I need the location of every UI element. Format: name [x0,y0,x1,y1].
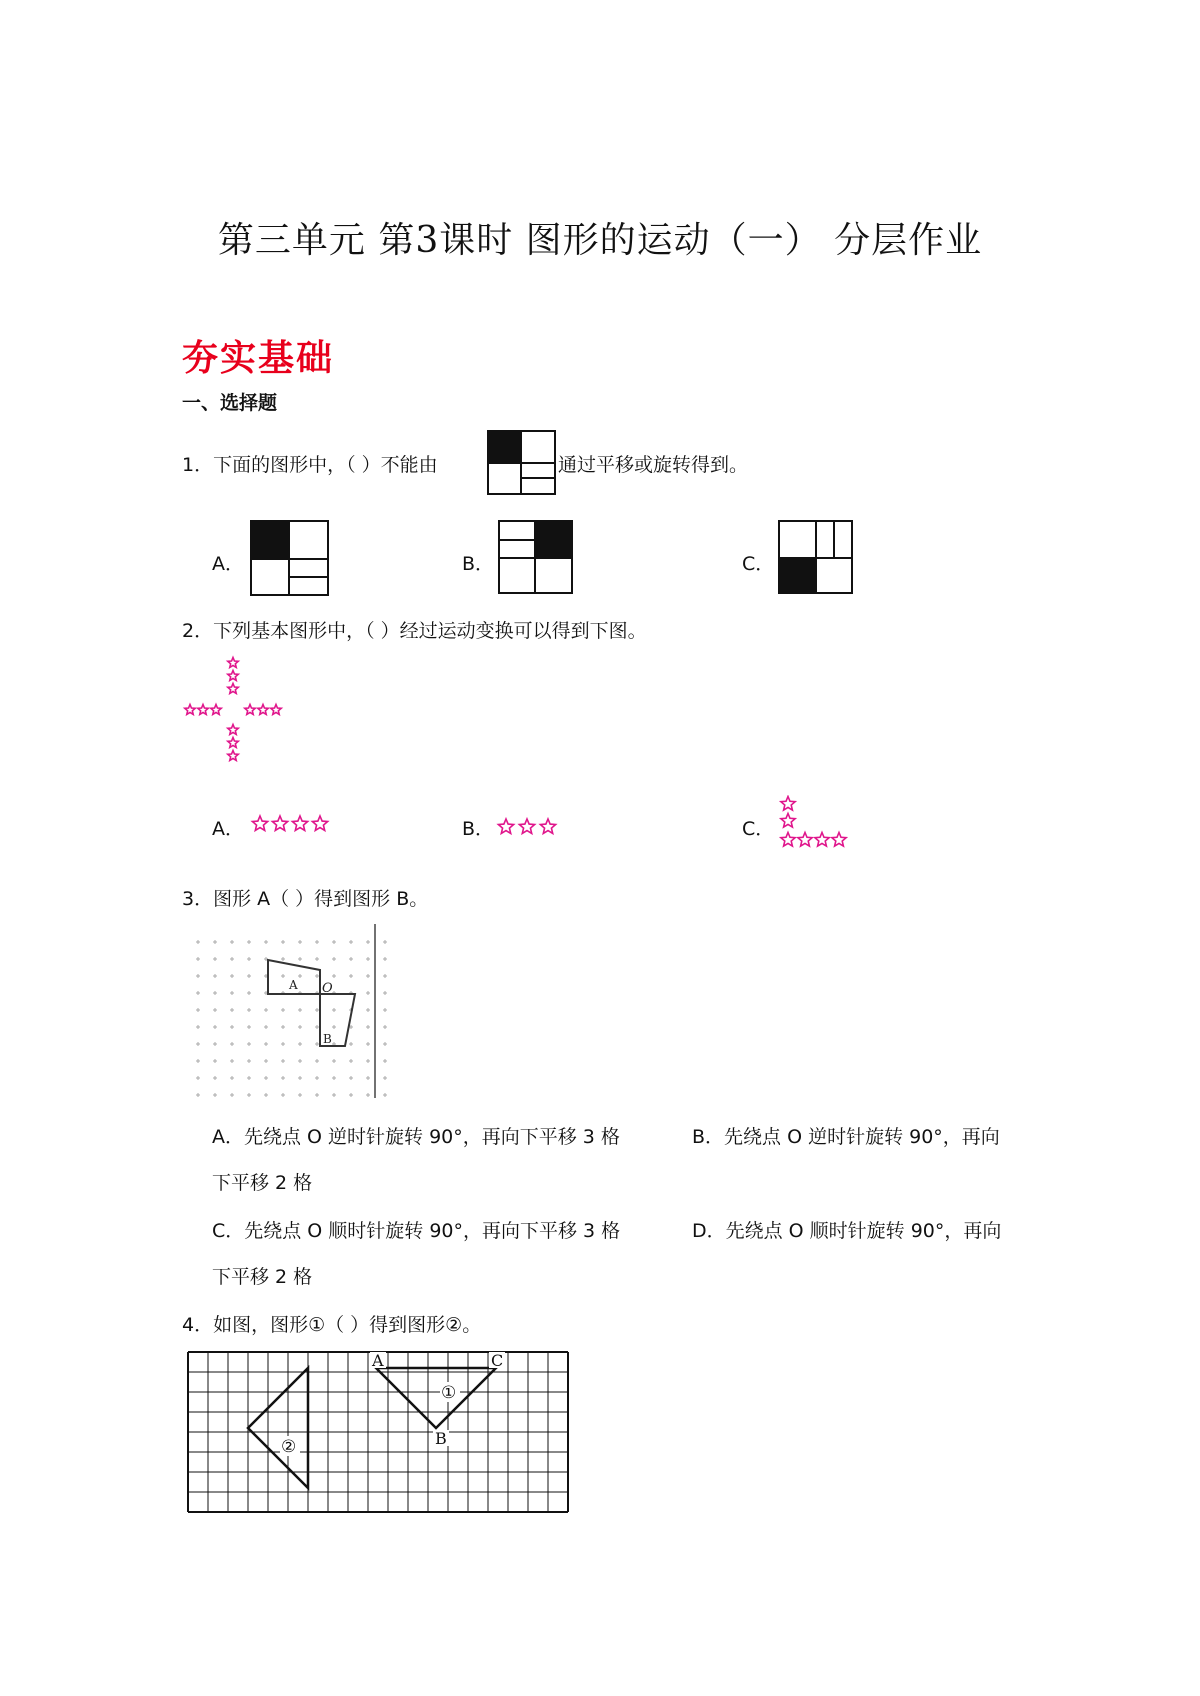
q2-text: 2．下列基本图形中，（ ）经过运动变换可以得到下图。 [182,620,647,642]
q1-reference-figure [487,430,557,496]
q1-option-c-figure[interactable] [778,520,854,595]
q3-option-b-line1[interactable]: B．先绕点 O 逆时针旋转 90°，再向 [692,1126,1000,1148]
star-icon [258,705,268,715]
q3-text: 3．图形 A（ ）得到图形 B。 [182,888,429,910]
q2-option-c-figure[interactable] [778,795,854,851]
star-icon [228,658,238,668]
q1-text-after: 通过平移或旋转得到。 [558,454,749,476]
star-icon [781,814,795,828]
star-icon [211,705,221,715]
q3-option-c[interactable]: C．先绕点 O 顺时针旋转 90°，再向下平移 3 格 [212,1220,621,1242]
q4-label-one: ① [441,1383,457,1403]
q2-option-a-label[interactable]: A． [212,818,244,840]
q4-shape-2 [248,1368,308,1488]
star-icon [292,816,307,830]
q4-label-a: A [372,1351,384,1370]
subsection-heading: 一、选择题 [182,392,278,414]
star-icon [519,819,534,833]
q4-grid-figure [186,1350,570,1526]
star-icon [185,705,195,715]
q3-label-o: O [322,981,333,996]
q4-label-b: B [435,1429,447,1448]
q3-label-a: A [289,978,298,992]
star-icon [228,725,238,735]
q3-label-b: B [323,1032,332,1046]
q4-label-two: ② [281,1437,297,1457]
star-icon [832,833,846,847]
star-icon [312,816,327,830]
q1-option-c-label[interactable]: C． [742,553,775,575]
star-icon [228,738,238,748]
q1-option-b-figure[interactable] [498,520,574,595]
q3-option-d-line2[interactable]: 下平移 2 格 [212,1266,313,1288]
star-icon [198,705,208,715]
star-icon [781,833,795,847]
q4-text: 4．如图，图形①（ ）得到图形②。 [182,1314,482,1336]
star-icon [781,797,795,811]
star-icon [272,816,287,830]
star-icon [498,819,513,833]
q2-star-cross-figure [182,655,292,765]
q2-option-b-label[interactable]: B． [462,818,495,840]
q4-label-c: C [491,1351,504,1370]
q3-option-b-line2[interactable]: 下平移 2 格 [212,1172,313,1194]
star-icon [228,671,238,681]
q4-shape-1 [376,1368,496,1428]
star-icon [271,705,281,715]
star-icon [815,833,829,847]
star-icon [245,705,255,715]
star-icon [798,833,812,847]
star-icon [228,751,238,761]
star-icon [252,816,267,830]
q2-option-b-figure[interactable] [496,815,562,839]
q1-option-a-label[interactable]: A． [212,553,244,575]
star-icon [540,819,555,833]
q3-figure [190,922,400,1102]
section-heading: 夯实基础 [182,337,335,379]
star-icon [228,684,238,694]
q1-option-a-figure[interactable] [250,520,330,597]
q1-text-before: 1．下面的图形中，（ ）不能由 [182,454,438,476]
q2-option-a-figure[interactable] [250,812,334,836]
q3-option-a[interactable]: A．先绕点 O 逆时针旋转 90°，再向下平移 3 格 [212,1126,620,1148]
page-title: 第三单元 第3课时 图形的运动（一） 分层作业 [217,220,983,261]
q3-option-d-line1[interactable]: D．先绕点 O 顺时针旋转 90°，再向 [692,1220,1002,1242]
q1-option-b-label[interactable]: B． [462,553,495,575]
q2-option-c-label[interactable]: C． [742,818,775,840]
